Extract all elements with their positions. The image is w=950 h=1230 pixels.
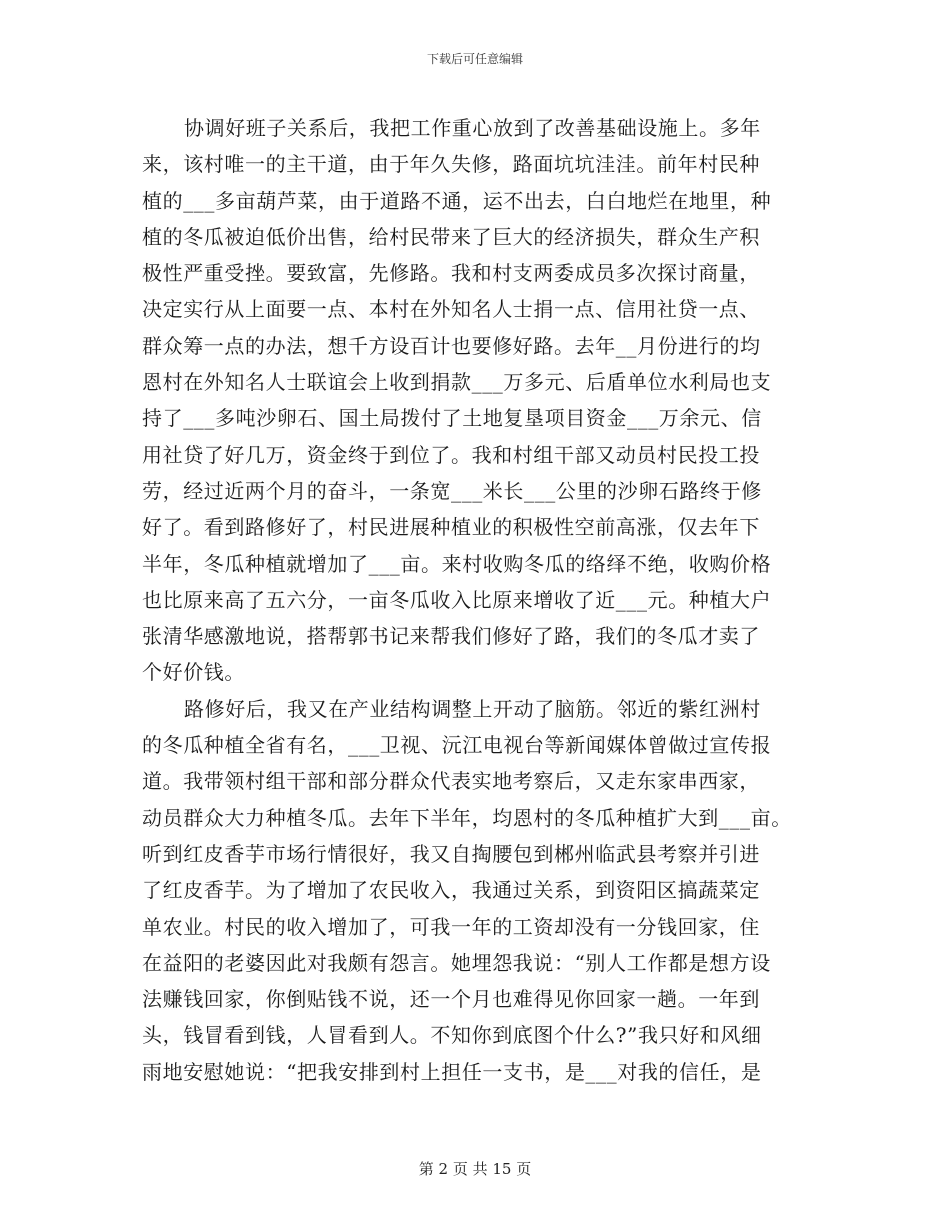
paragraph-line: 用社贷了好几万，资金终于到位了。我和村组干部又动员村民投工投 — [142, 442, 760, 467]
page-header: 下载后可任意编辑 — [426, 52, 523, 66]
paragraph-line: 张清华感激地说，搭帮郭书记来帮我们修好了路，我们的冬瓜才卖了 — [142, 624, 760, 649]
paragraph-line: 劳，经过近两个月的奋斗，一条宽___米长___公里的沙卵石路终于修 — [142, 478, 762, 503]
paragraph-line: 听到红皮香芋市场行情很好，我又自掏腰包到郴州临武县考察并引进 — [142, 841, 760, 866]
paragraph-line: 协调好班子关系后，我把工作重心放到了改善基础设施上。多年 — [184, 116, 761, 140]
paragraph-line: 在益阳的老婆因此对我颇有怨言。她埋怨我说：“别人工作都是想方设 — [142, 950, 771, 975]
paragraph-line: 决定实行从上面要一点、本村在外知名人士捐一点、信用社贷一点、 — [142, 297, 760, 322]
paragraph-line: 法赚钱回家，你倒贴钱不说，还一个月也难得见你回家一趟。一年到 — [142, 987, 760, 1012]
paragraph-line: 了红皮香芋。为了增加了农民收入，我通过关系，到资阳区搞蔬菜定 — [142, 878, 760, 903]
paragraph-line: 持了___多吨沙卵石、国土局拨付了土地复垦项目资金___万余元、信 — [142, 406, 762, 431]
paragraph-line: 单农业。村民的收入增加了，可我一年的工资却没有一分钱回家，住 — [142, 914, 760, 939]
paragraph-line: 动员群众大力种植冬瓜。去年下半年，均恩村的冬瓜种植扩大到___亩。 — [142, 805, 792, 830]
paragraph-line: 来，该村唯一的主干道，由于年久失修，路面坑坑洼洼。前年村民种 — [142, 152, 760, 177]
paragraph-line: 头，钱冒看到钱，人冒看到人。不知你到底图个什么?”我只好和风细 — [142, 1023, 762, 1048]
page-number-footer: 第 2 页 共 15 页 — [418, 1160, 532, 1178]
paragraph-line: 的冬瓜种植全省有名，___卫视、沅江电视台等新闻媒体曾做过宣传报 — [142, 733, 772, 758]
paragraph-line: 雨地安慰她说：“把我安排到村上担任一支书，是___对我的信任，是 — [142, 1059, 762, 1084]
paragraph-line: 个好价钱。 — [142, 660, 245, 685]
paragraph-line: 极性严重受挫。要致富，先修路。我和村支两委成员多次探讨商量， — [142, 261, 760, 286]
paragraph-line: 也比原来高了五六分，一亩冬瓜收入比原来增收了近___元。种植大户 — [142, 587, 772, 612]
paragraph-line: 半年，冬瓜种植就增加了___亩。来村收购冬瓜的络绎不绝，收购价格 — [142, 551, 772, 576]
paragraph-line: 植的冬瓜被迫低价出售，给村民带来了巨大的经济损失，群众生产积 — [142, 224, 760, 249]
paragraph-line: 群众筹一点的办法，想千方设百计也要修好路。去年__月份进行的均 — [142, 333, 761, 358]
paragraph-line: 恩村在外知名人士联谊会上收到捐款___万多元、后盾单位水利局也支 — [142, 370, 772, 395]
document-body — [142, 110, 810, 1090]
paragraph-line: 植的___多亩葫芦菜，由于道路不通，运不出去，白白地烂在地里，种 — [142, 188, 772, 213]
paragraph-line: 路修好后，我又在产业结构调整上开动了脑筋。邻近的紫红洲村 — [184, 696, 761, 721]
paragraph-line: 道。我带领村组干部和部分群众代表实地考察后，又走东家串西家， — [142, 769, 760, 794]
paragraph-line: 好了。看到路修好了，村民进展种植业的积极性空前高涨，仅去年下 — [142, 515, 760, 540]
